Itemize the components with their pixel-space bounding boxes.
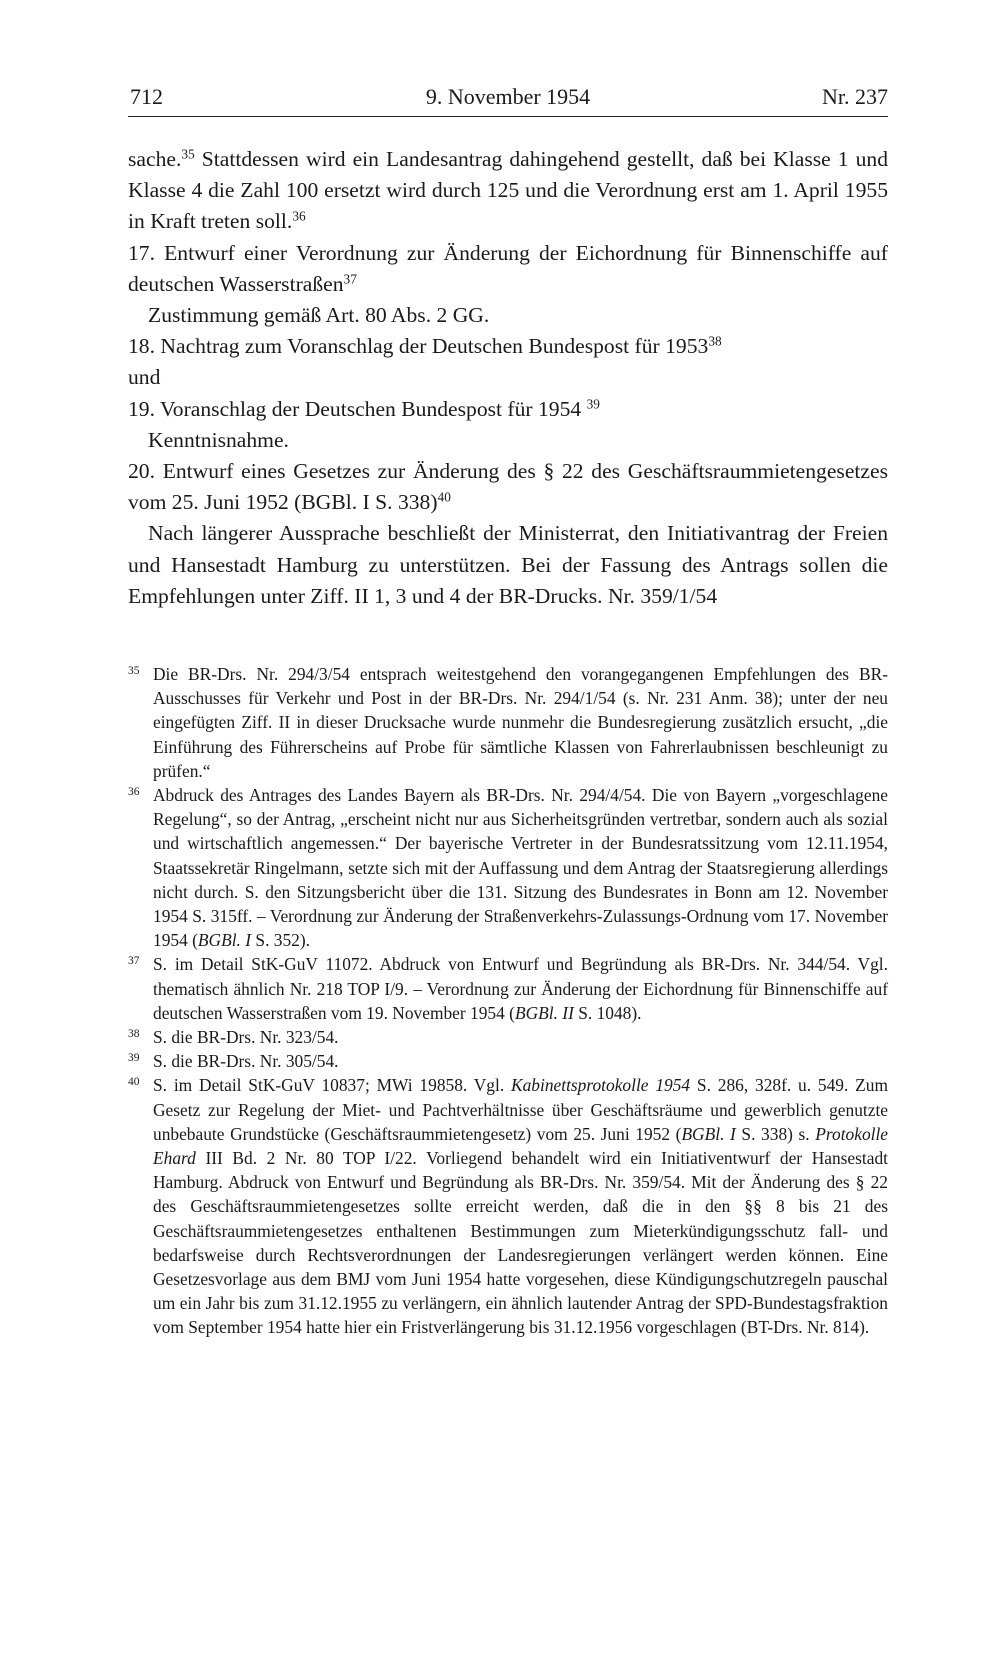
footnote-36 bbox=[128, 783, 888, 952]
footnote-text: III Bd. 2 Nr. 80 TOP I/22. Vorliegend behandelt wird ein Initiativentwurf der Hansestadt Hamburg. Abdruck von Entwurf und Begründung als BR-Drs. Nr. 359/54. Mit der Änderung des § 22 des Geschäftsraummietengesetzes sollte erreicht werden, daß die in den §§ 8 bis 21 des Geschäftsraummietengesetzes enthaltenen Bestimmungen zum Mieterkündigungsschutz fall- und bedarfsweise durch Rechtsverordnungen der Landesregierungen verlängert werden können. Eine Gesetzesvorlage aus dem BMJ vom Juni 1954 hatte vorgesehen, diese Kündigungschutzregeln pauschal um ein Jahr bis zum 31.12.1955 zu verlängern, ein ähnlich lautender Antrag der SPD-Bundestagsfraktion vom September 1954 hatte hier ein Fristverlängerung bis 31.12.1956 vorgeschlagen (BT-Drs. Nr. 814). bbox=[153, 1148, 888, 1338]
footnote-ref[interactable]: 38 bbox=[708, 333, 722, 349]
protocol-number: Nr. 237 bbox=[822, 84, 888, 109]
footnote-35 bbox=[128, 662, 888, 783]
running-header bbox=[128, 82, 888, 117]
footnote-number: 40 bbox=[128, 1076, 140, 1089]
agenda-item-20: 20. Entwurf eines Gesetzes zur Änderung des § 22 des Geschäftsraummietengesetzes vom 25. Juni 1952 (BGBl. I S. 338)$^{40}$ bbox=[128, 459, 888, 515]
footnotes-section bbox=[128, 662, 888, 1340]
conjunction: und bbox=[128, 365, 161, 390]
footnote-ref[interactable]: 36 bbox=[292, 209, 306, 225]
footnote-text: Die BR-Drs. Nr. 294/3/54 entsprach weitestgehend den vorangegangenen Empfehlungen des BR-Ausschusses für Verkehr und Post in der BR-Drs. Nr. 294/1/54 (s. Nr. 231 Anm. 38); unter der neu eingefügten Ziff. II in dieser Drucksache wurde nunmehr die Bundesregierung zusätzlich ersucht, „die Einführung des Führerscheins auf Probe für sämtliche Klassen von Fahrerlaubnissen beschleunigt zu prüfen.“ bbox=[153, 664, 888, 781]
main-text bbox=[128, 144, 888, 612]
footnote-text: S. die BR-Drs. Nr. 323/54. bbox=[153, 1027, 339, 1048]
footnote-number: 38 bbox=[128, 1028, 140, 1041]
footnote-number: 35 bbox=[128, 665, 140, 677]
footnote-citation-italic: BGBl. I bbox=[681, 1123, 736, 1144]
footnote-text: S. im Detail StK-GuV 10837; MWi 19858. Vgl. bbox=[153, 1075, 511, 1096]
footnote-37 bbox=[128, 952, 888, 1025]
footnote-text: S. 286, 328f. u. 549. Zum Gesetz zur Regelung der Miet- und Pachtverhältnisse über Geschäftsräume und gewerblich genutzte unbebaute Grundstücke (Geschäftsraummietengesetz) vom 25. Juni 1952 ( bbox=[153, 1075, 888, 1144]
agenda-item-17: 17. Entwurf einer Verordnung zur Änderung der Eichordnung für Binnenschiffe auf deutschen Wasserstraßen$^{37}$ bbox=[128, 240, 888, 296]
footnote-ref[interactable]: 39 bbox=[586, 396, 600, 412]
decision-17: Zustimmung gemäß Art. 80 Abs. 2 GG. bbox=[148, 303, 490, 328]
page-number: 712 bbox=[130, 84, 163, 109]
footnote-number: 36 bbox=[128, 786, 140, 799]
paragraph-continuation: sache.$^{35}$ Stattdessen wird ein Landesantrag dahingehend gestellt, daß bei Klasse 1 und Klasse 4 die Zahl 100 ersetzt wird durch 125 und die Verordnung erst am 1. April 1955 in Kraft treten soll.$^{36}$ bbox=[128, 146, 888, 234]
agenda-item-19: 19. Voranschlag der Deutschen Bundespost für 1954 $^{39}$ bbox=[128, 396, 600, 421]
header-date: 9. November 1954 bbox=[425, 84, 591, 109]
footnote-text: S. 352). bbox=[251, 930, 310, 951]
footnote-citation-italic: BGBl. II bbox=[514, 1002, 574, 1023]
footnote-40 bbox=[128, 1073, 888, 1339]
footnote-number: 39 bbox=[128, 1052, 140, 1065]
decision-20: Nach längerer Aussprache beschließt der Ministerrat, den Initiativantrag der Freien und Hansestadt Hamburg zu unterstützen. Bei der Fassung des Antrags sollen die Empfehlungen unter Ziff. II 1, 3 und 4 der BR-Drucks. Nr. 359/1/54 bbox=[128, 521, 888, 608]
footnote-text: S. die BR-Drs. Nr. 305/54. bbox=[153, 1051, 339, 1072]
footnote-38 bbox=[128, 1025, 888, 1049]
footnote-citation-italic: Protokolle Ehard bbox=[153, 1123, 889, 1169]
footnote-text: Abdruck des Antrages des Landes Bayern als BR-Drs. Nr. 294/4/54. Die von Bayern „vorgeschlagene Regelung“, so der Antrag, „erscheint nicht nur aus Sicherheitsgründen vertretbar, sondern auch als sozial und wirtschaftlich angemessen.“ Der bayerische Vertreter in der Bundesratssitzung vom 12.11.1954, Staatssekretär Ringelmann, setzte sich mit der Auffassung und dem Antrag der Staatsregierung allerdings nicht durch. S. den Sitzungsbericht über die 131. Sitzung des Bundesrates in Bonn am 12. November 1954 S. 315ff. – Verordnung zur Änderung der Straßenverkehrs-Zulassungs-Ordnung vom 17. November 1954 ( bbox=[153, 785, 888, 951]
decision-19: Kenntnisnahme. bbox=[148, 427, 289, 452]
footnote-text: S. 1048). bbox=[573, 1002, 642, 1023]
footnote-ref[interactable]: 35 bbox=[181, 146, 195, 162]
footnote-citation-italic: BGBl. I bbox=[197, 930, 252, 951]
footnote-citation-italic: Kabinettsprotokolle 1954 bbox=[511, 1075, 691, 1096]
footnote-ref[interactable]: 37 bbox=[343, 271, 357, 287]
footnote-39 bbox=[128, 1049, 888, 1073]
agenda-item-18: 18. Nachtrag zum Voranschlag der Deutschen Bundespost für 1953$^{38}$ bbox=[128, 333, 722, 359]
footnote-number: 37 bbox=[128, 955, 140, 968]
footnote-text: S. im Detail StK-GuV 11072. Abdruck von Entwurf und Begründung als BR-Drs. Nr. 344/54. Vgl. thematisch ähnlich Nr. 218 TOP I/9. – Verordnung zur Änderung der Eichordnung für Binnenschiffe auf deutschen Wasserstraßen vom 19. November 1954 ( bbox=[153, 954, 888, 1023]
footnote-ref[interactable]: 40 bbox=[437, 489, 451, 505]
footnote-text: S. 338) s. bbox=[735, 1123, 816, 1144]
